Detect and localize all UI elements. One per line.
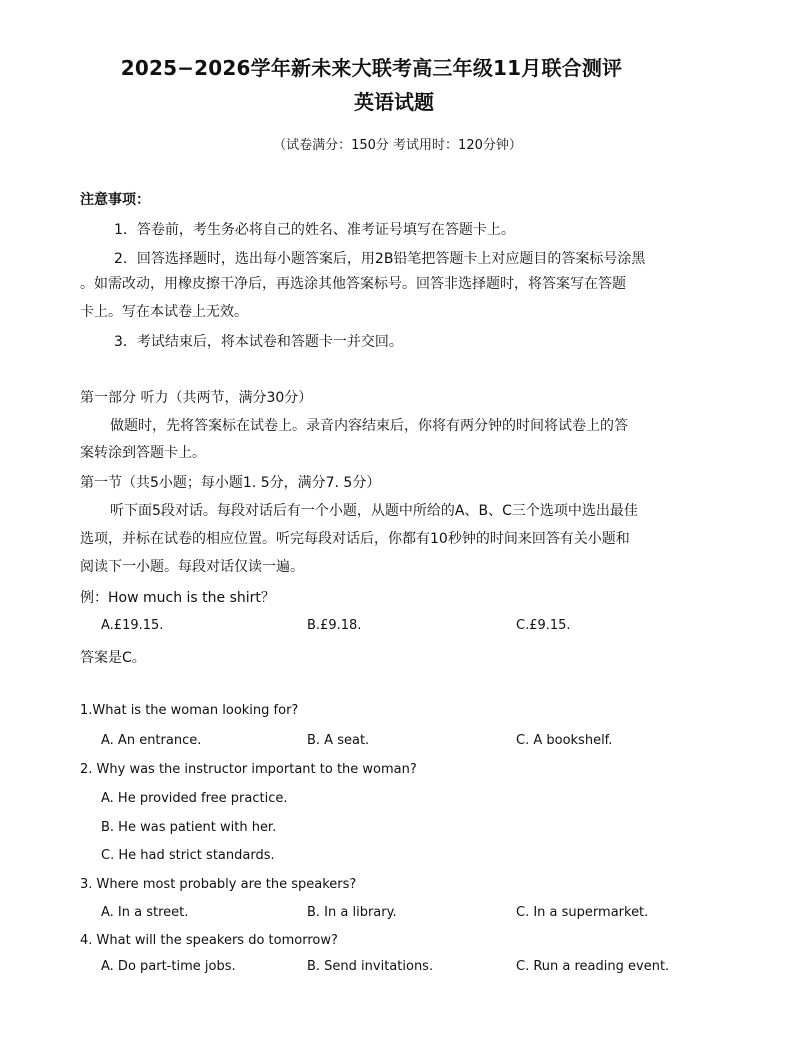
section1-desc-line-2: 选项，并标在试卷的相应位置。听完每段对话后，你都有10秒钟的时间来回答有关小题和 [80, 531, 630, 547]
question-4: 4. What will the speakers do tomorrow? [80, 933, 338, 948]
notice-item-1: 1．答卷前，考生务必将自己的姓名、准考证号填写在答题卡上。 [114, 222, 515, 238]
section1-desc-line-1: 听下面5段对话。每段对话后有一个小题，从题中所给的A、B、C三个选项中选出最佳 [110, 503, 638, 519]
question-4-option-b: B. Send invitations. [307, 959, 434, 974]
question-3: 3. Where most probably are the speakers? [80, 877, 357, 892]
question-1-option-b: B. A seat. [307, 733, 370, 748]
section1-desc-line-3: 阅读下一小题。每段对话仅读一遍。 [80, 559, 304, 575]
section1-heading: 第一节（共5小题；每小题1. 5分，满分7. 5分） [80, 475, 381, 491]
example-question: 例：How much is the shirt？ [80, 590, 275, 606]
question-1-option-a: A. An entrance. [101, 733, 202, 748]
part1-heading: 第一部分 听力（共两节，满分30分） [80, 390, 313, 406]
question-2-option-c: C. He had strict standards. [101, 848, 275, 863]
exam-subject: 英语试题 [354, 90, 434, 114]
example-option-c: C.£9.15. [516, 618, 571, 633]
notice-item-2-line-1: 2．回答选择题时，选出每小题答案后，用2B铅笔把答题卡上对应题目的答案标号涂黑 [114, 251, 646, 267]
question-3-option-a: A. In a street. [101, 905, 189, 920]
question-1-option-c: C. A bookshelf. [516, 733, 613, 748]
question-1: 1.What is the woman looking for? [80, 703, 299, 718]
notice-item-2-line-2: 。如需改动，用橡皮擦干净后，再选涂其他答案标号。回答非选择题时，将答案写在答题 [80, 276, 626, 292]
question-2-option-a: A. He provided free practice. [101, 791, 288, 806]
question-2: 2. Why was the instructor important to the woman? [80, 762, 417, 777]
example-option-a: A.£19.15. [101, 618, 164, 633]
exam-info: （试卷满分：150分 考试用时：120分钟） [273, 138, 522, 153]
exam-title: 2025−2026学年新未来大联考高三年级11月联合测评 [120, 56, 623, 80]
question-4-option-c: C. Run a reading event. [516, 959, 670, 974]
question-2-option-b: B. He was patient with her. [101, 820, 277, 835]
notice-item-3: 3．考试结束后，将本试卷和答题卡一并交回。 [114, 334, 403, 350]
question-4-option-a: A. Do part-time jobs. [101, 959, 236, 974]
part1-desc-line-1: 做题时，先将答案标在试卷上。录音内容结束后，你将有两分钟的时间将试卷上的答 [110, 418, 628, 434]
question-3-option-c: C. In a supermarket. [516, 905, 649, 920]
notice-heading: 注意事项： [80, 192, 150, 208]
notice-item-2-line-3: 卡上。写在本试卷上无效。 [80, 304, 248, 320]
question-3-option-b: B. In a library. [307, 905, 397, 920]
example-option-b: B.£9.18. [307, 618, 362, 633]
example-answer: 答案是C。 [80, 650, 146, 666]
part1-desc-line-2: 案转涂到答题卡上。 [80, 445, 206, 461]
